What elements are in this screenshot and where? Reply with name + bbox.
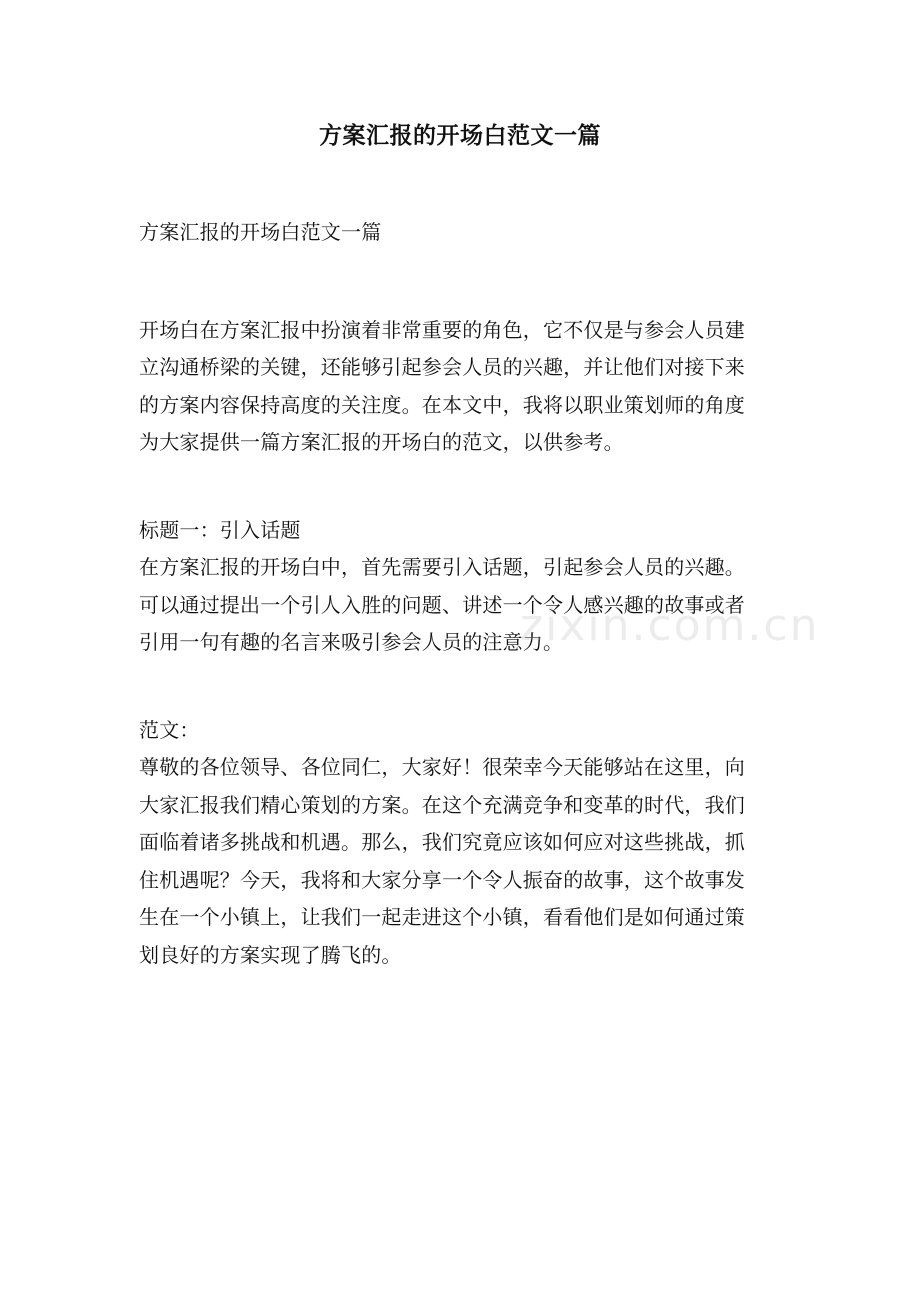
intro-line: 立沟通桥梁的关键，还能够引起参会人员的兴趣，并让他们对接下来: [139, 355, 745, 379]
example-line: 面临着诸多挑战和机遇。那么，我们究竟应该如何应对这些挑战，抓: [139, 830, 745, 854]
intro-line: 的方案内容保持高度的关注度。在本文中，我将以职业策划师的角度: [139, 392, 745, 417]
section-line: 引用一句有趣的名言来吸引参会人员的注意力。: [139, 630, 564, 654]
intro-paragraph: [139, 312, 799, 462]
example-line: 尊敬的各位领导、各位同仁，大家好！很荣幸今天能够站在这里，向: [139, 755, 745, 779]
example-line: 划良好的方案实现了腾飞的。: [139, 942, 402, 967]
document-body: [139, 214, 799, 974]
section-line: 在方案汇报的开场白中，首先需要引入话题，引起参会人员的兴趣。: [139, 555, 745, 579]
document-subtitle: 方案汇报的开场白范文一篇: [139, 220, 382, 244]
example-line: 大家汇报我们精心策划的方案。在这个充满竞争和变革的时代，我们: [139, 792, 745, 817]
section-one: [139, 512, 799, 662]
watermark-text: zixin.com.cn: [520, 600, 820, 651]
section-heading: 标题一：引入话题: [139, 517, 301, 542]
example-section: [139, 712, 799, 975]
paragraph-gap: [139, 252, 799, 312]
section-line: 可以通过提出一个引人入胜的问题、讲述一个令人感兴趣的故事或者: [139, 592, 745, 617]
paragraph-gap: [139, 662, 799, 712]
intro-line: 开场白在方案汇报中扮演着非常重要的角色，它不仅是与参会人员建: [139, 317, 745, 342]
example-line: 生在一个小镇上，让我们一起走进这个小镇，看看他们是如何通过策: [139, 905, 745, 929]
paragraph-gap: [139, 462, 799, 512]
document-title: 方案汇报的开场白范文一篇: [319, 122, 601, 149]
example-line: 住机遇呢？今天，我将和大家分享一个令人振奋的故事，这个故事发: [139, 867, 745, 892]
example-heading: 范文：: [139, 717, 200, 742]
intro-line: 为大家提供一篇方案汇报的开场白的范文，以供参考。: [139, 430, 624, 454]
